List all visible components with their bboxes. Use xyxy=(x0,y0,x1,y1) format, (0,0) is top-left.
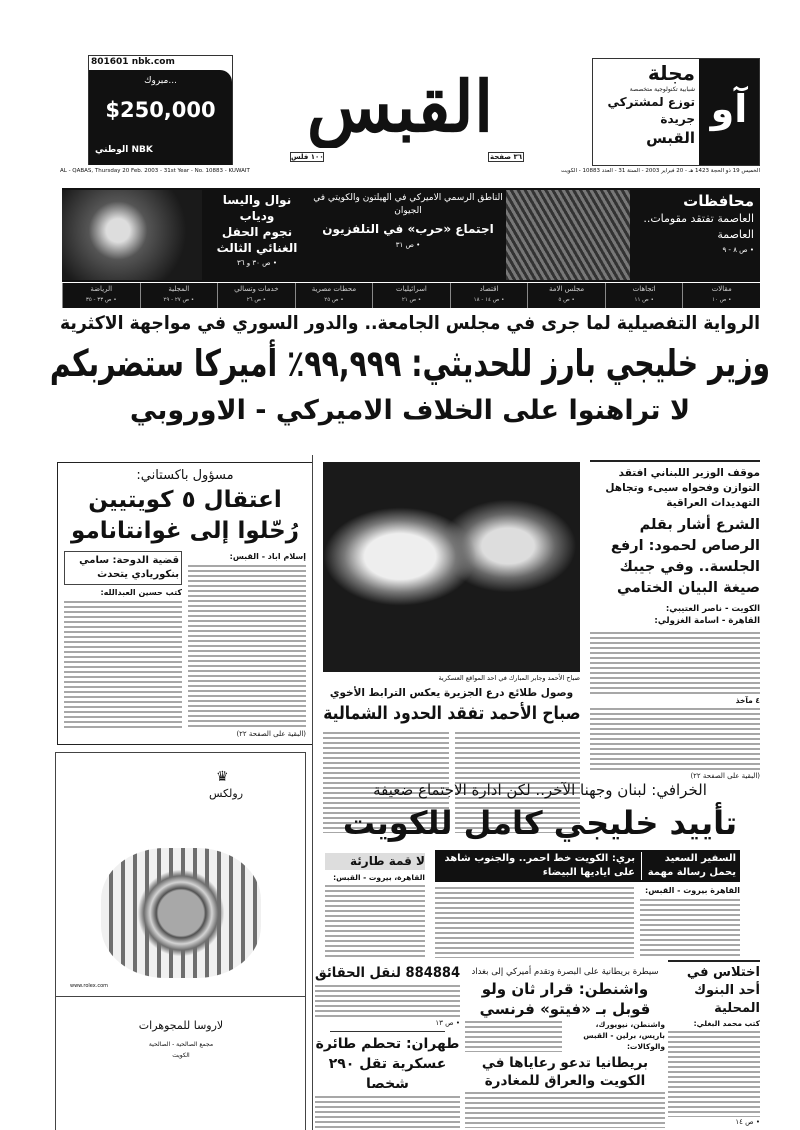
section-link[interactable]: مقالات • ص ١٠ xyxy=(682,283,760,308)
sabah-photo xyxy=(323,462,580,672)
awan-line1: توزع لمشتركي xyxy=(607,95,695,109)
right-head1[interactable]: موقف الوزير اللبناني افتقد التوازن وفحواه سيىء وتجاهل التهديدات العراقية xyxy=(605,467,760,509)
teaser-singers[interactable]: نوال واليسا ودياب نجوم الحفل الغنائي الثالث • ص ٣٠ و ٣٦ xyxy=(216,193,298,267)
awan-logo: آو xyxy=(699,59,759,165)
section-link[interactable]: الرياضة • ص ٣٣ - ٣٥ xyxy=(62,283,140,308)
no-summit-head[interactable]: لا قمة طارئة xyxy=(325,853,425,870)
pakistan-kicker: مسؤول باكستاني: xyxy=(136,468,234,483)
washington-subhead: سيطرة بريطانية على البصرة وتقدم أميركي إلى بغداد xyxy=(471,967,659,977)
embezzle-page: • ص ١٤ xyxy=(735,1118,760,1126)
rolex-brand: رولكس xyxy=(208,787,244,800)
pakistan-story xyxy=(57,462,313,745)
box-left: بري: الكويت خط احمر.. والجنوب شاهد على اياديها البيضاء xyxy=(444,853,635,878)
nbk-contact: 801601 nbk.com xyxy=(91,57,175,67)
awan-box xyxy=(592,58,760,166)
nbk-amount: $250,000 xyxy=(105,98,216,122)
pakistan-byline: كتب حسين العبدالله: xyxy=(100,588,182,597)
awan-subtitle: شبابية تكنولوجية متخصصة xyxy=(629,86,695,93)
awan-brand: القبس xyxy=(646,129,695,147)
tehran-headline[interactable]: طهران: تحطم طائرة عسكرية تقل ٢٩٠ شخصا xyxy=(315,1035,460,1092)
right-byline1: الكويت - ناصر العتيبي: xyxy=(665,604,760,614)
lead-headline[interactable]: وزير خليجي بارز للحديثي: ٩٩,٩٩٩٪ أميركا ستضربكم xyxy=(49,342,771,385)
awan-title: مجلة xyxy=(647,61,695,85)
date-line-en: AL - QABAS, Thursday 20 Feb. 2003 - 31st Year - No. 10883 - KUWAIT xyxy=(60,168,250,174)
washington-headline[interactable]: واشنطن: قرار ثان ولو قوبل بـ «فيتو» فرنسي xyxy=(479,980,651,1018)
sabah-headline[interactable]: صباح الأحمد تفقد الحدود الشمالية xyxy=(323,703,580,724)
right-head2[interactable]: الشرع أشار بقلم الرصاص لحمود: ارفع الجلسة.. وفي جيبك صيغة البيان الختامي xyxy=(610,517,760,596)
section-link[interactable]: محطات مصرية • ص ٢٥ xyxy=(295,283,373,308)
support-headline[interactable]: تأييد خليجي كامل للكويت xyxy=(342,804,738,842)
sections-strip xyxy=(62,283,760,308)
embezzle-byline: كتب محمد البغلي: xyxy=(693,1019,760,1028)
washington-dateline: واشنطن، نيويورك، باريس، برلين - القبس والوكالات: xyxy=(583,1020,665,1051)
teaser-tv[interactable]: الناطق الرسمي الاميركي في الهيلتون والكويتي في الجيوان اجتماع «حرب» في التلفزيون • ص ٣١ xyxy=(313,193,503,249)
right-column xyxy=(590,460,760,782)
britain-headline[interactable]: بريطانيا تدعو رعاياها في الكويت والعراق للمغادرة xyxy=(481,1055,649,1089)
nbk-congrats: مبروك... xyxy=(144,76,177,86)
box-right: السفير السعيد يحمل رسالة مهمة xyxy=(641,852,736,880)
city-photo xyxy=(506,190,630,280)
support-dateline: القاهرة بيروت - القبس: xyxy=(645,886,740,895)
sabah-subhead: وصول طلائع درع الجزيرة يعكس الترابط الأخوي xyxy=(329,687,574,699)
no-summit-dateline: القاهرة، بيروت - القبس: xyxy=(333,873,425,882)
section-link[interactable]: المجلية • ص ٢٧ - ٢٩ xyxy=(140,283,218,308)
section-link[interactable]: اقتصاد • ص ١٤ - ١٨ xyxy=(450,283,528,308)
rolex-url[interactable]: www.rolex.com xyxy=(70,983,109,989)
sabah-caption: صباح الأحمد وجابر المبارك في احد المواقع العسكرية xyxy=(438,674,580,682)
masthead-logo: القبس xyxy=(306,66,494,148)
awan-line2: جريدة xyxy=(660,112,695,126)
pakistan-headline[interactable]: اعتقال ٥ كويتيين رُحّلوا إلى غوانتانامو xyxy=(71,487,299,544)
teaser-bar xyxy=(62,188,760,282)
pakistan-continued[interactable]: (البقية على الصفحة ٢٢) xyxy=(236,730,306,738)
price-box: ١٠٠ فلس xyxy=(291,153,324,161)
singers-photo xyxy=(62,190,202,280)
pakistan-dateline: إسلام اباد - القبس: xyxy=(229,552,306,561)
nbk-logo: الوطني NBK xyxy=(95,145,153,155)
section-link[interactable]: اسرائيليات • ص ٢١ xyxy=(372,283,450,308)
larossa-city: الكويت xyxy=(172,1052,190,1059)
support-subhead: الخرافي: لبنان وجهنا الآخر.. لكن ادارة الاجتماع ضعيفة xyxy=(373,781,707,799)
embezzle-headline[interactable]: اختلاس في أحد البنوك المحلية xyxy=(686,965,760,1016)
pages-box: ٣٦ صفحة xyxy=(489,153,523,161)
right-continued[interactable]: (البقية على الصفحة ٢٢) xyxy=(690,772,760,780)
larossa-logo: لاروسا للمجوهرات xyxy=(138,1019,224,1032)
pakistan-side-head: قضية الدوحة: سامي بنكوريادي يتحدث xyxy=(79,555,179,580)
section-link[interactable]: مجلس الامة • ص ٥ xyxy=(527,283,605,308)
hotline-headline[interactable]: 884884 لنقل الحقائق xyxy=(315,965,460,981)
hotline-page: • ص ١٣ xyxy=(435,1018,460,1027)
nbk-ad xyxy=(88,55,233,165)
section-link[interactable]: خدمات وتسالي • ص ٢٦ xyxy=(217,283,295,308)
larossa-address: مجمع الصالحية - الصالحية xyxy=(148,1041,214,1048)
section-link[interactable]: اتجاهات • ص ١١ xyxy=(605,283,683,308)
right-byline2: القاهرة - اسامة الغزولي: xyxy=(654,616,760,626)
rolex-watch-image xyxy=(101,848,261,978)
rolex-crown-icon: ♛ xyxy=(216,769,229,785)
rolex-ad xyxy=(55,752,306,1130)
lead-subhead: الرواية التفصيلية لما جرى في مجلس الجامعة.. والدور السوري في مواجهة الاكثرية xyxy=(59,313,761,334)
support-black-box xyxy=(435,850,740,882)
lead-second: لا تراهنوا على الخلاف الاميركي - الاوروبي xyxy=(129,395,691,426)
teaser-governorates[interactable]: محافظات العاصمة تفتقد مقومات.. العاصمة • ص ٨ - ٩ xyxy=(643,192,754,254)
right-point: ٤ مآخذ xyxy=(735,696,760,705)
date-line-ar: الخميس 19 ذو الحجة 1423 هـ - 20 فبراير 2003 - السنة 31 - العدد 10883 - الكويت xyxy=(560,168,760,174)
